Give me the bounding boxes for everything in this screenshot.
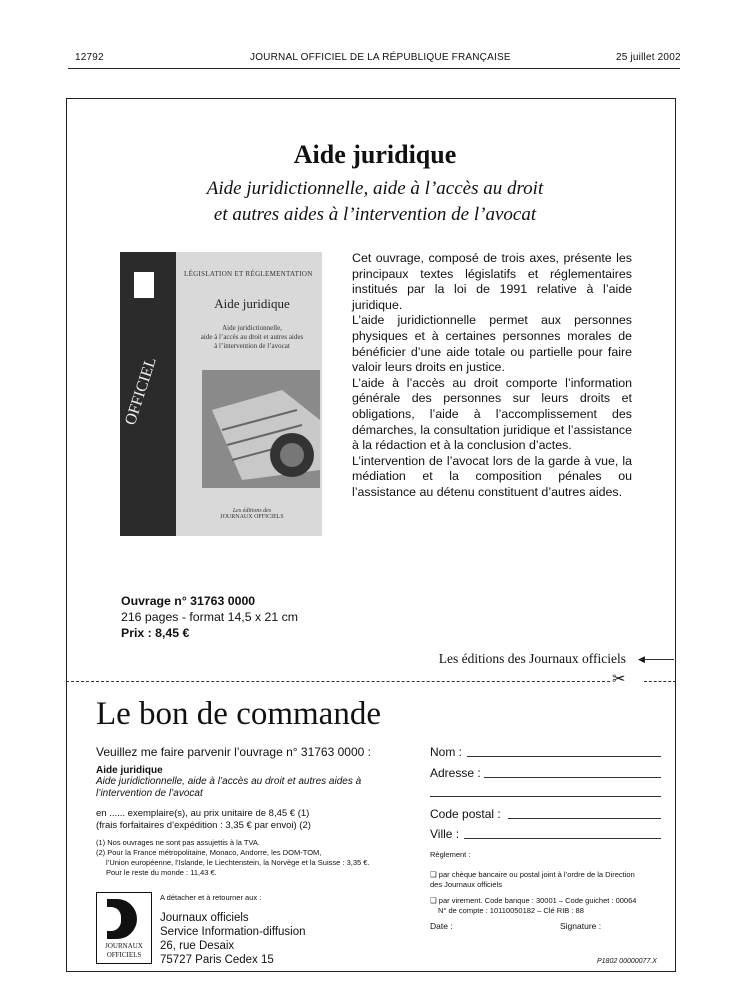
cover-photo-graphic: [202, 370, 320, 488]
cover-photo: [202, 370, 320, 488]
journaux-officiels-logo: [96, 892, 152, 964]
return-address: [160, 911, 306, 967]
ad-subtitle-line2: et autres aides à l’intervention de l’avocat: [213, 204, 537, 225]
order-book-title: Aide juridique: [96, 765, 163, 776]
virement-line1: ❑ par virement. Code banque : 30001 – Code guichet : 00064: [430, 896, 637, 905]
desc-paragraph: Cet ouvrage, composé de trois axes, présente les principaux textes législatifs et réglementaires institués par la loi de 1991 relative à l’aide juridique.: [352, 251, 632, 312]
cover-subtitle: [184, 324, 320, 351]
order-quantity-line1: en ...... exemplaire(s), au prix unitaire de 8,45 € (1): [96, 808, 310, 819]
desc-paragraph: L’intervention de l’avocat lors de la garde à vue, la médiation et la composition pénales ou l’assistance au détenu constituent d’autres aides.: [352, 453, 632, 499]
note-3: l’Union européenne, l’Islande, le Liechtenstein, la Norvège et la Suisse : 3,35 €.: [106, 858, 370, 867]
ville-label: Ville :: [430, 827, 460, 841]
header-rule: [68, 68, 680, 69]
journal-title: JOURNAL OFFICIEL DE LA RÉPUBLIQUE FRANÇAISE: [250, 52, 511, 63]
note-4: Pour le reste du monde : 11,43 €.: [106, 868, 217, 877]
adresse-field-line2[interactable]: [430, 796, 661, 797]
arrow-left-icon: ◀: [638, 654, 645, 664]
editions-label: Les éditions des Journaux officiels: [438, 651, 626, 666]
cover-logo-icon: [134, 272, 154, 298]
ouvrage-number: Ouvrage n° 31763 0000: [121, 594, 256, 608]
book-pages: 216 pages - format 14,5 x 21 cm: [121, 610, 299, 624]
spine-text: OFFICIEL: [122, 355, 160, 428]
desc-paragraph: L’aide à l’accès au droit comporte l’information générale des personnes sur leurs droits et obligations, l’aide à l’accomplissement des démarches, la consultation juridique et l’assistance à la rédaction et à la conclusion d’actes.: [352, 375, 632, 453]
address-line: Service Information-diffusion: [160, 926, 306, 938]
cover-sub-3: à l’intervention de l’avocat: [214, 342, 290, 350]
detach-instruction: A détacher et à retourner aux :: [160, 893, 262, 902]
signature-label: Signature :: [560, 921, 602, 931]
code-postal-label: Code postal :: [430, 807, 501, 821]
cover-sub-2: aide à l’accès au droit et autres aides: [200, 333, 304, 341]
book-price: Prix : 8,45 €: [121, 626, 190, 640]
reference-code: P1802 00000077.X: [597, 958, 657, 965]
desc-paragraph: L’aide juridictionnelle permet aux personnes physiques et à certaines personnes morales de bénéficier d’une aide totale ou partielle pour faire valoir leurs droits en justice.: [352, 313, 632, 375]
ad-subtitle: [70, 176, 680, 228]
ad-subtitle-line1: Aide juridictionnelle, aide à l’accès au droit: [206, 178, 544, 199]
cut-line-end: [644, 681, 676, 682]
nom-label: Nom :: [430, 745, 463, 759]
order-book-subtitle: Aide juridictionnelle, aide à l’accès au droit et autres aides à l’intervention de l’avocat: [96, 776, 362, 799]
cover-series: LÉGISLATION ET RÉGLEMENTATION: [184, 270, 313, 278]
payment-virement-option[interactable]: [430, 896, 660, 915]
adresse-label: Adresse :: [430, 766, 481, 780]
code-postal-field[interactable]: [508, 818, 661, 819]
cover-title: Aide juridique: [214, 296, 290, 311]
cover-sub-1: Aide juridictionnelle,: [222, 324, 282, 332]
address-line: 75727 Paris Cedex 15: [160, 954, 274, 966]
arrow-line: [640, 659, 674, 660]
order-intro: Veuillez me faire parvenir l’ouvrage n° 31763 0000 :: [96, 745, 371, 759]
logo-text-1: JOURNAUX: [105, 942, 143, 950]
cover-publisher: [184, 508, 320, 520]
cover-publisher-2: JOURNAUX OFFICIELS: [220, 514, 284, 520]
book-cover-image: [120, 252, 322, 536]
date-label: Date :: [430, 921, 453, 931]
page-number: 12792: [75, 52, 104, 63]
order-quantity: [96, 808, 392, 832]
adresse-field[interactable]: [484, 777, 661, 778]
virement-line2: N° de compte : 10110050182 – Clé RIB : 88: [438, 905, 584, 915]
order-notes: [96, 838, 392, 878]
book-specs: [121, 593, 298, 641]
ville-field[interactable]: [464, 838, 661, 839]
reglement-label: Règlement :: [430, 850, 471, 859]
book-description: [352, 251, 632, 501]
note-1: (1) Nos ouvrages ne sont pas assujettis à la TVA.: [96, 838, 260, 847]
payment-cheque-option[interactable]: ❑ par chèque bancaire ou postal joint à l’ordre de la Direction des Journaux officiels: [430, 870, 635, 889]
ad-title: Aide juridique: [293, 140, 457, 169]
logo-text-2: OFFICIELS: [106, 951, 142, 959]
address-line: 26, rue Desaix: [160, 940, 235, 952]
issue-date: 25 juillet 2002: [616, 52, 681, 63]
cut-line: [66, 681, 610, 682]
logo-text: [97, 942, 151, 960]
note-2: (2) Pour la France métropolitaine, Monaco, Andorre, les DOM-TOM,: [96, 848, 322, 857]
nom-field[interactable]: [467, 756, 661, 757]
address-line: Journaux officiels: [160, 912, 249, 924]
order-form-heading: Le bon de commande: [96, 696, 381, 732]
order-details: [96, 745, 392, 878]
cover-publisher-1: Les éditions des: [232, 508, 272, 514]
scissors-icon: ✂: [612, 671, 626, 688]
order-quantity-line2: (frais forfaitaires d’expédition : 3,35 € par envoi) (2): [96, 820, 311, 831]
